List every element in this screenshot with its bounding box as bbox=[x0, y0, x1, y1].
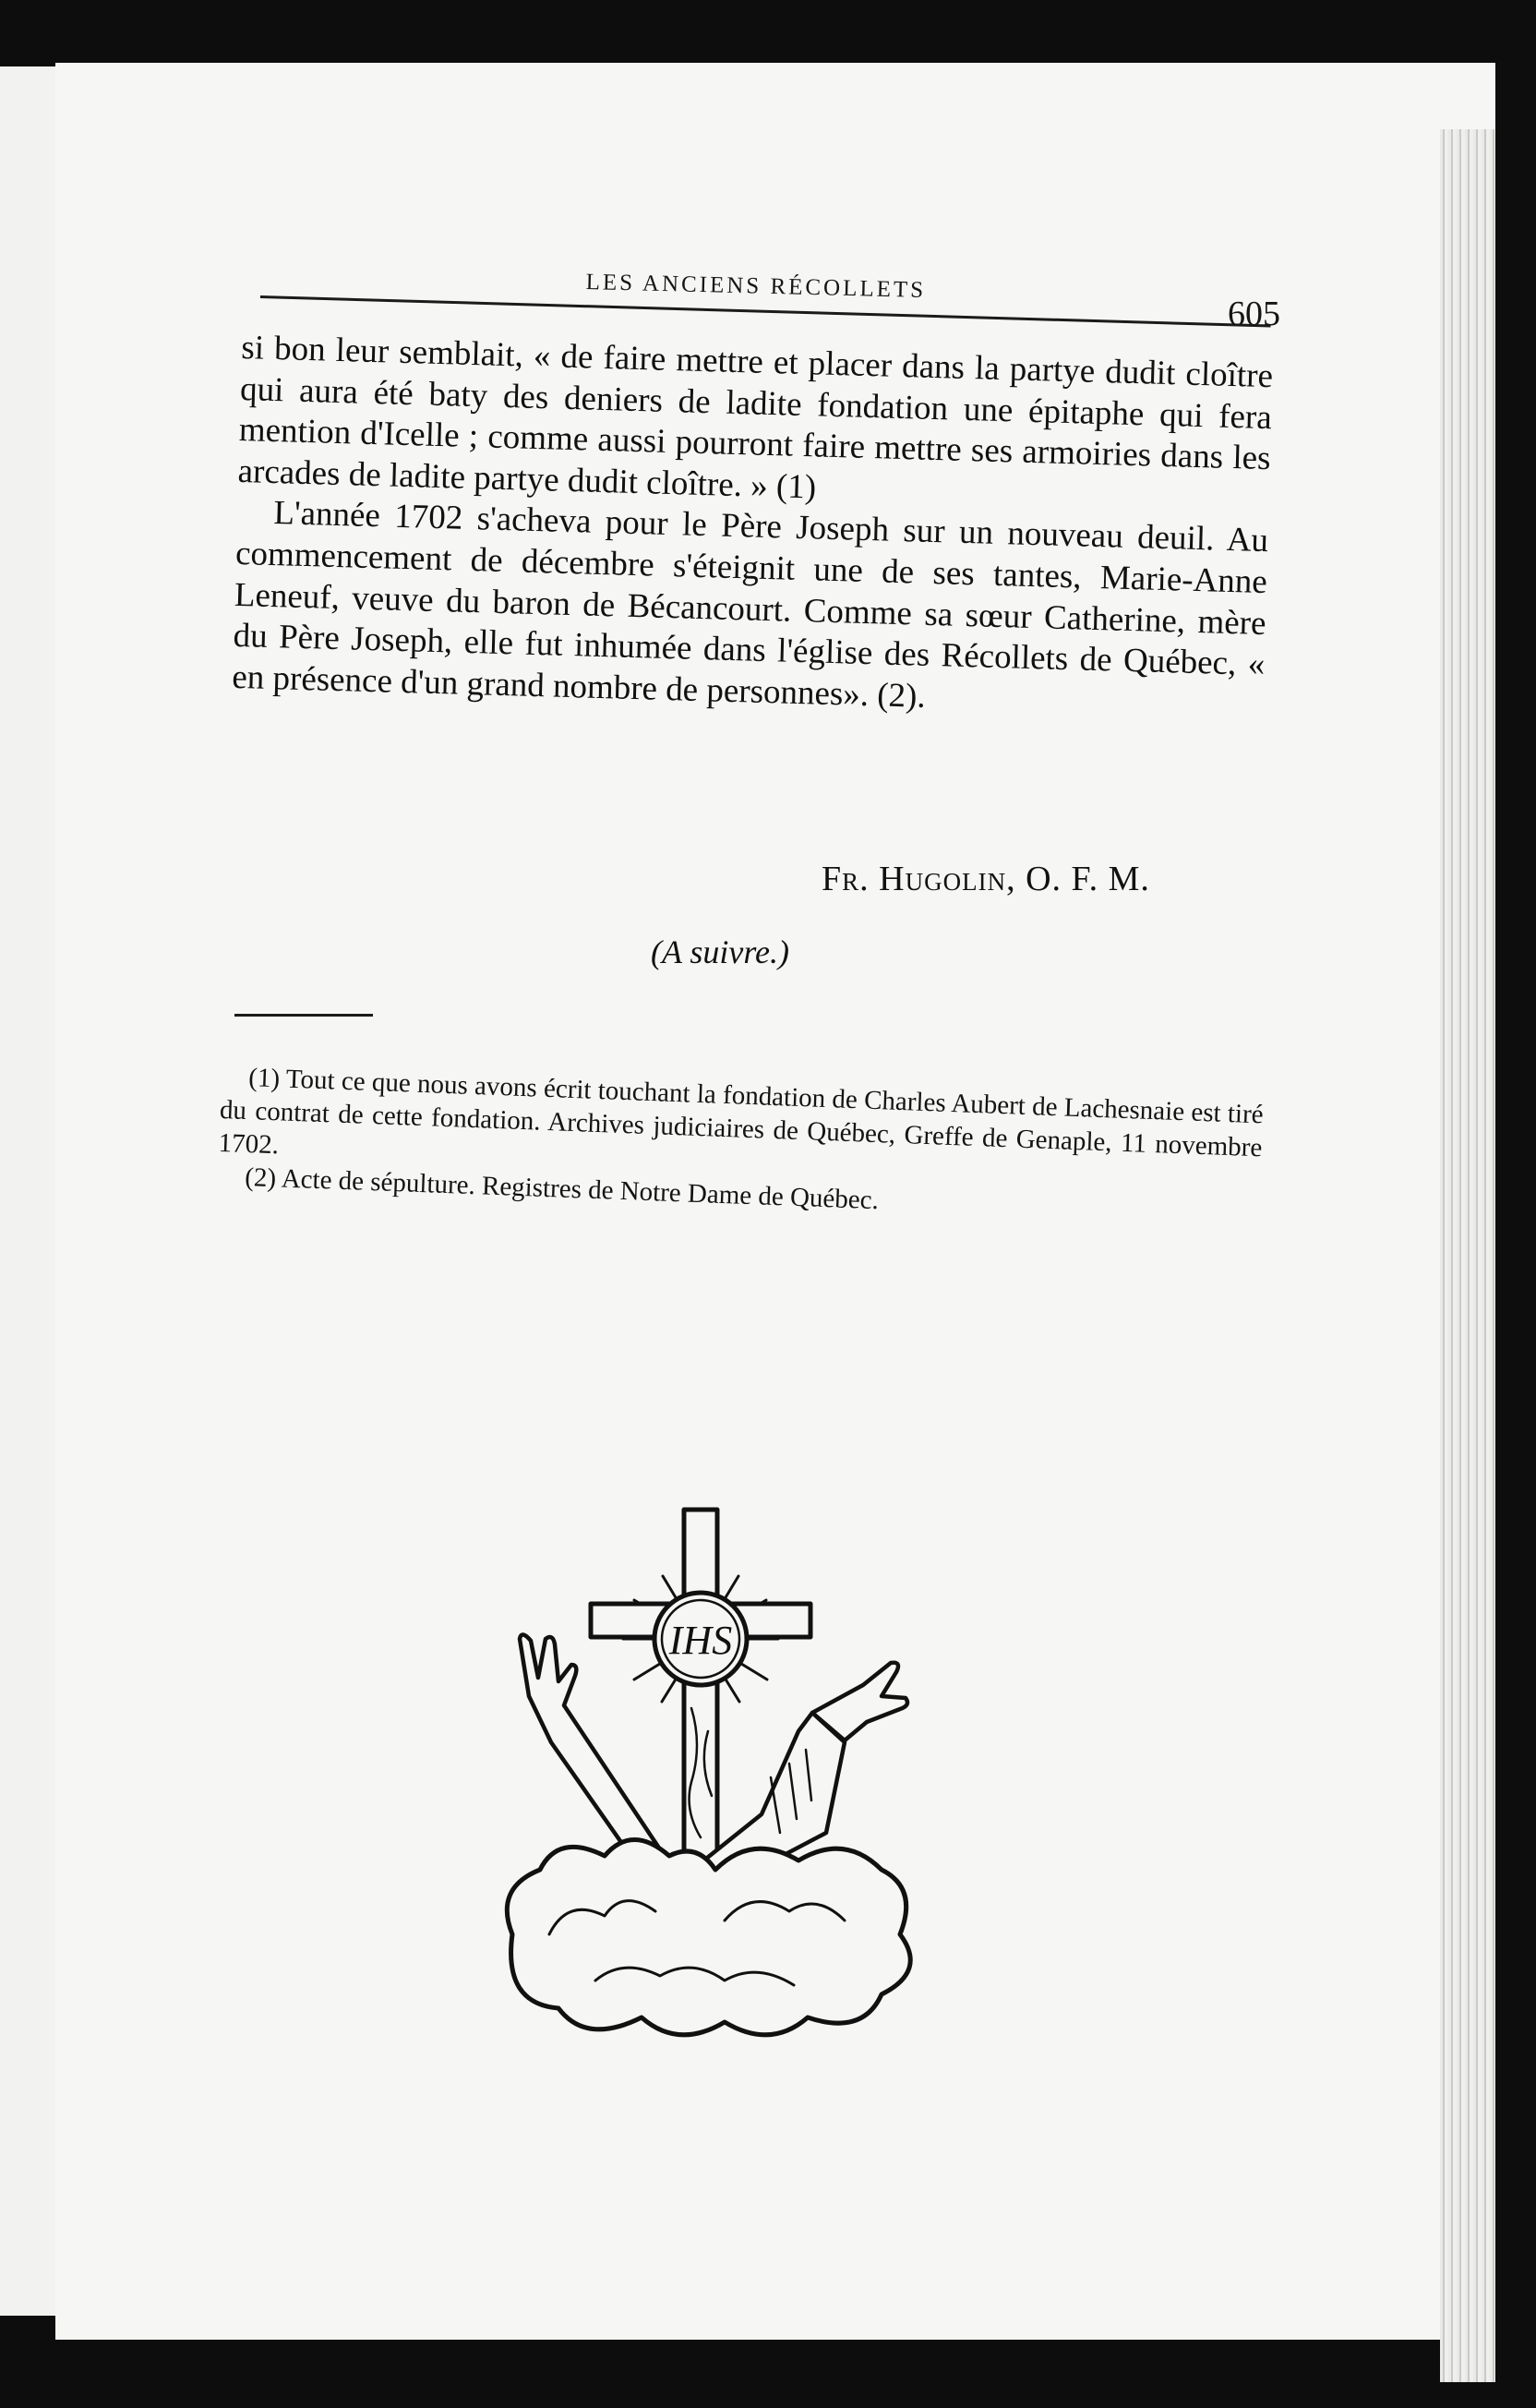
footnote: (1) Tout ce que nous avons écrit touchant la fondation de Charles Aubert de Lachesnaie est tiré du contrat de cette fondation. Archives judiciaires de Québec, Greffe de Genaple, 11 novembre 1702. bbox=[218, 1063, 1265, 1163]
franciscan-coat-of-arms-icon bbox=[494, 1500, 914, 2050]
footnote: (2) Acte de sépulture. Registres de Notre Dame de Québec. bbox=[244, 1162, 880, 1216]
ihs-monogram: IHS bbox=[668, 1618, 733, 1663]
footnote-rule bbox=[234, 1014, 373, 1017]
running-head: LES ANCIENS RÉCOLLETS bbox=[585, 270, 927, 303]
body-text bbox=[232, 328, 1274, 727]
paragraph: L'année 1702 s'acheva pour le Père Joseph sur un nouveau deuil. Au commencement de décembre s'éteignit une de ses tantes, Marie-Anne Leneuf, veuve du baron de Bécancourt. Comme sa sœur Catherine, mère du Père Joseph, elle fut inhumée dans l'église des Récollets de Québec, « en présence d'un grand nombre de personnes». (2). bbox=[231, 494, 1269, 716]
page-number: 605 bbox=[1228, 295, 1280, 333]
paragraph: si bon leur semblait, « de faire mettre et placer dans la partye dudit cloître qui aura été baty des deniers de ladite fondation une épitaphe qui fera mention d'Icelle ; comme aussi pourront faire mettre ses armoiries dans les arcades de ladite partye dudit cloître. » (1) bbox=[237, 328, 1274, 507]
continuation-note: (A suivre.) bbox=[651, 933, 789, 970]
author-signature: Fr. Hugolin, O. F. M. bbox=[822, 860, 1150, 898]
page-stack-edge bbox=[1440, 129, 1495, 2382]
